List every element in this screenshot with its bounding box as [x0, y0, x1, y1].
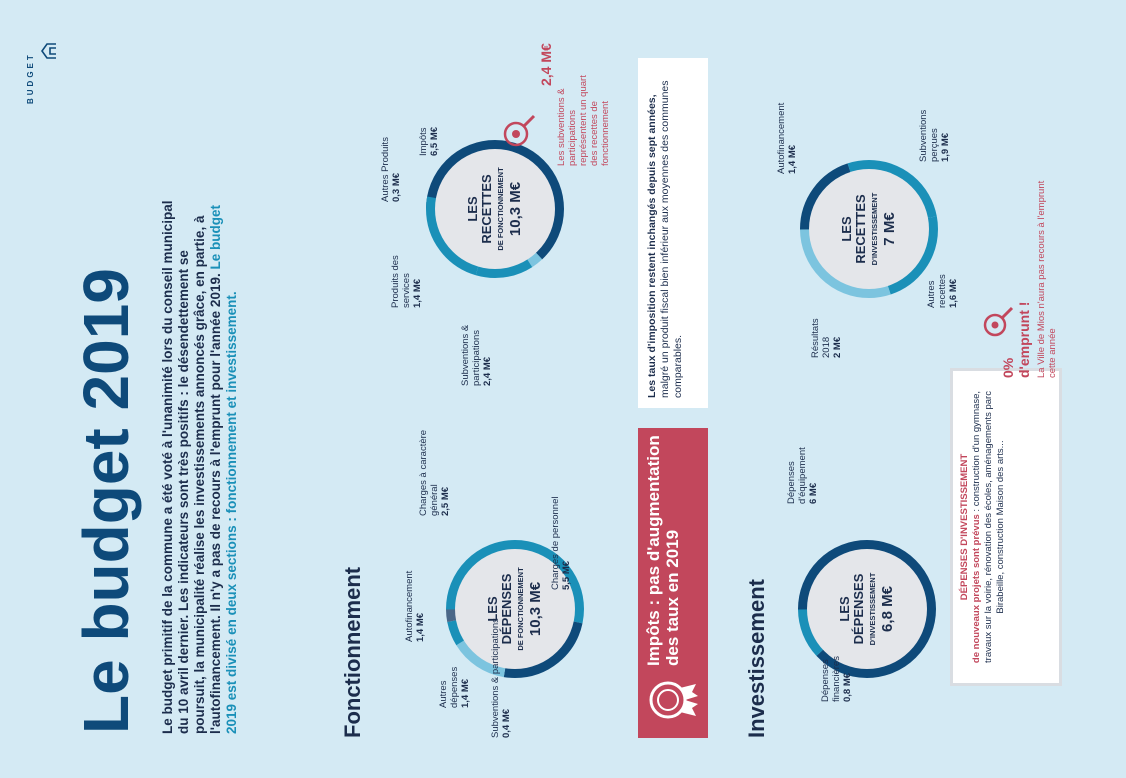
donut-subtitle: DE FONCTIONNEMENT: [516, 567, 525, 651]
donut-total: 10,3 M€: [507, 181, 524, 237]
label-charges-personnel: Charges de personnel 5,5 M€: [550, 496, 572, 590]
donut-title: LES DÉPENSES: [837, 573, 866, 645]
taux-info-box: [638, 58, 708, 408]
label-resultats-2018: Résultats 2018 2 M€: [810, 318, 843, 358]
intro-highlight: Le budget 2019 est divisé en deux sections : fonctionnement et investissement.: [208, 205, 239, 734]
taux-text-bold: Les taux d'imposition restent inchangés depuis sept années,: [646, 94, 658, 398]
projets-box: [950, 368, 1062, 686]
callout-text: Les subventions & participations représentent un quart des recettes de fonctionnement: [556, 75, 611, 166]
label-depenses-financieres: Dépenses financières 0,8 M€: [820, 656, 853, 702]
donut-subtitle: DE FONCTIONNEMENT: [496, 167, 505, 251]
label-autofinancement-dep: Autofinancement 1,4 M€: [404, 570, 426, 642]
projets-text: [959, 377, 1007, 677]
page-title: Le budget 2019: [70, 268, 142, 734]
intro-text: [160, 194, 240, 734]
donut-subtitle: D'INVESTISSEMENT: [868, 572, 877, 646]
impots-banner: [638, 428, 708, 738]
callout-amount: 2,4 M€: [538, 43, 554, 86]
donut-subtitle: D'INVESTISSEMENT: [870, 192, 879, 266]
section-tag: BUDGET: [26, 52, 35, 104]
label-subventions-dep: Subventions & participations 0,4 M€: [490, 618, 512, 738]
label-depenses-equipement: Dépenses d'équipement 6 M€: [786, 447, 819, 504]
magnifier-icon: [500, 112, 538, 150]
donut-title: LES DÉPENSES: [485, 573, 514, 645]
section-heading-fonctionnement: Fonctionnement: [340, 566, 365, 738]
callout-emprunt-text: La Ville de Mios n'aura pas recours à l'emprunt cette année: [1036, 180, 1058, 378]
label-impots: Impôts 6,5 M€: [418, 126, 440, 156]
projets-list: : construction d'un gymnase, travaux sur la voirie, rénovation des écoles, aménagements parc Birabeille, construction Maison des arts...: [971, 390, 1006, 663]
rosette-badge-icon: [648, 676, 698, 724]
donut-center-recettes-inv: [809, 169, 929, 289]
taux-text-rest: malgré un produit fiscal bien inférieur aux moyennes des communes comparables.: [659, 80, 684, 398]
donut-total: 6,8 M€: [879, 586, 896, 632]
donut-title: LES RECETTES: [465, 174, 494, 244]
label-subventions-rec: Subventions & participations 2,4 M€: [460, 324, 493, 386]
label-autofinancement-inv: Autofinancement 1,4 M€: [776, 102, 798, 174]
label-autres-produits: Autres Produits 0,3 M€: [380, 137, 402, 202]
projets-lead: de nouveaux projets sont prévus: [971, 514, 982, 664]
building-icon: [40, 42, 58, 60]
label-produits-services: Produits des services 1,4 M€: [390, 255, 423, 308]
callout-emprunt: d'emprunt !: [1016, 301, 1032, 378]
magnifier-icon: [980, 304, 1016, 340]
label-autres-depenses: Autres dépenses 1,4 M€: [438, 666, 471, 708]
intro-paragraph: Le budget primitif de la commune a été voté à l'unanimité lors du conseil municipal du 10 avril dernier. Les indicateurs sont très positifs : le désendettement se poursuit, la municipalité réalise les investissements annoncés grâce, en partie, à l'autofinancement. Il n'y a pas de recours à l'emprunt pour l'année 2019.: [160, 200, 223, 734]
projets-heading: DÉPENSES D'INVESTISSEMENT: [959, 453, 970, 601]
donut-total: 10,3 M€: [527, 581, 544, 637]
taux-text: [646, 64, 685, 398]
callout-zero-percent: 0%: [1000, 357, 1016, 378]
donut-total: 7 M€: [881, 212, 898, 246]
label-charges-general: Charges à caractère général 2,5 M€: [418, 429, 451, 516]
donut-center-recettes-fonct: [435, 149, 555, 269]
label-autres-recettes: Autres recettes 1,6 M€: [926, 274, 959, 308]
label-subventions-percues: Subventions perçues 1,9 M€: [918, 109, 951, 162]
section-heading-investissement: Investissement: [744, 579, 769, 738]
donut-title: LES RECETTES: [839, 194, 868, 264]
impots-title: Impôts : pas d'augmentation des taux en 2019: [644, 435, 682, 666]
